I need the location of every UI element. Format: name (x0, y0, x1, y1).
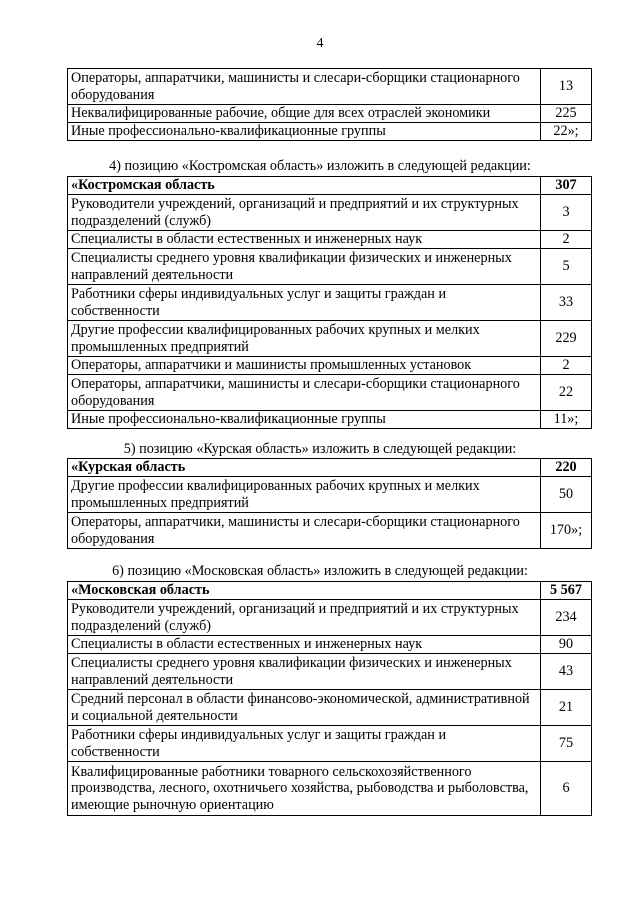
row-value: 22 (541, 375, 592, 411)
row-label: Иные профессионально-квалификационные группы (68, 123, 541, 141)
region-name: «Костромская область (68, 177, 541, 195)
row-label: Работники сферы индивидуальных услуг и защиты граждан и собственности (68, 285, 541, 321)
table-row (68, 600, 592, 636)
table-continuation (67, 68, 592, 141)
row-label: Операторы, аппаратчики и машинисты промышленных установок (68, 357, 541, 375)
row-label: Другие профессии квалифицированных рабочих крупных и мелких промышленных предприятий (68, 321, 541, 357)
region-total: 307 (541, 177, 592, 195)
row-value: 50 (541, 477, 592, 513)
row-label: Операторы, аппаратчики, машинисты и слесари-сборщики стационарного оборудования (68, 69, 541, 105)
table-row (68, 762, 592, 816)
row-value: 5 (541, 249, 592, 285)
row-value: 13 (541, 69, 592, 105)
row-value: 22»; (541, 123, 592, 141)
row-label: Квалифицированные работники товарного сельскохозяйственного производства, лесного, охотничьего хозяйства, рыбоводства и рыболовства, имеющие рыночную ориентацию (68, 762, 541, 816)
row-value: 75 (541, 726, 592, 762)
row-value: 21 (541, 690, 592, 726)
table-row (68, 231, 592, 249)
region-total: 5 567 (541, 582, 592, 600)
data-table (67, 581, 592, 816)
row-value: 33 (541, 285, 592, 321)
table-row (68, 513, 592, 549)
row-value: 2 (541, 357, 592, 375)
region-name: «Московская область (68, 582, 541, 600)
table-kursk (67, 458, 592, 549)
row-label: Специалисты среднего уровня квалификации физических и инженерных направлений деятельности (68, 249, 541, 285)
table-row (68, 123, 592, 141)
row-value: 225 (541, 105, 592, 123)
section-intro-kostroma: 4) позицию «Костромская область» изложить в следующей редакции: (109, 158, 531, 174)
table-kostroma (67, 176, 592, 429)
row-label: Иные профессионально-квалификационные группы (68, 411, 541, 429)
row-label: Специалисты в области естественных и инженерных наук (68, 636, 541, 654)
data-table (67, 68, 592, 141)
row-label: Операторы, аппаратчики, машинисты и слесари-сборщики стационарного оборудования (68, 375, 541, 411)
section-intro-kursk: 5) позицию «Курская область» изложить в следующей редакции: (123, 441, 517, 457)
row-value: 3 (541, 195, 592, 231)
table-row (68, 690, 592, 726)
table-header-row (68, 582, 592, 600)
row-label: Работники сферы индивидуальных услуг и защиты граждан и собственности (68, 726, 541, 762)
table-row (68, 285, 592, 321)
row-label: Руководители учреждений, организаций и предприятий и их структурных подразделений (служб) (68, 600, 541, 636)
row-value: 234 (541, 600, 592, 636)
region-total: 220 (541, 459, 592, 477)
row-value: 43 (541, 654, 592, 690)
row-label: Средний персонал в области финансово-экономической, административной и социальной деятельности (68, 690, 541, 726)
row-value: 6 (541, 762, 592, 816)
table-row (68, 321, 592, 357)
table-row (68, 726, 592, 762)
region-name: «Курская область (68, 459, 541, 477)
row-value: 11»; (541, 411, 592, 429)
table-row (68, 636, 592, 654)
row-label: Руководители учреждений, организаций и предприятий и их структурных подразделений (служб) (68, 195, 541, 231)
table-row (68, 195, 592, 231)
section-intro-moscow: 6) позицию «Московская область» изложить в следующей редакции: (112, 563, 528, 579)
table-moscow (67, 581, 592, 816)
table-row (68, 654, 592, 690)
page-number: 4 (316, 36, 324, 51)
row-label: Специалисты в области естественных и инженерных наук (68, 231, 541, 249)
data-table (67, 458, 592, 549)
table-row (68, 357, 592, 375)
table-row (68, 105, 592, 123)
table-header-row (68, 177, 592, 195)
data-table (67, 176, 592, 429)
row-label: Специалисты среднего уровня квалификации физических и инженерных направлений деятельности (68, 654, 541, 690)
table-header-row (68, 459, 592, 477)
row-label: Операторы, аппаратчики, машинисты и слесари-сборщики стационарного оборудования (68, 513, 541, 549)
table-row (68, 477, 592, 513)
table-row (68, 375, 592, 411)
row-label: Неквалифицированные рабочие, общие для всех отраслей экономики (68, 105, 541, 123)
row-value: 2 (541, 231, 592, 249)
row-value: 229 (541, 321, 592, 357)
table-row (68, 249, 592, 285)
row-label: Другие профессии квалифицированных рабочих крупных и мелких промышленных предприятий (68, 477, 541, 513)
row-value: 170»; (541, 513, 592, 549)
table-row (68, 411, 592, 429)
table-row (68, 69, 592, 105)
row-value: 90 (541, 636, 592, 654)
